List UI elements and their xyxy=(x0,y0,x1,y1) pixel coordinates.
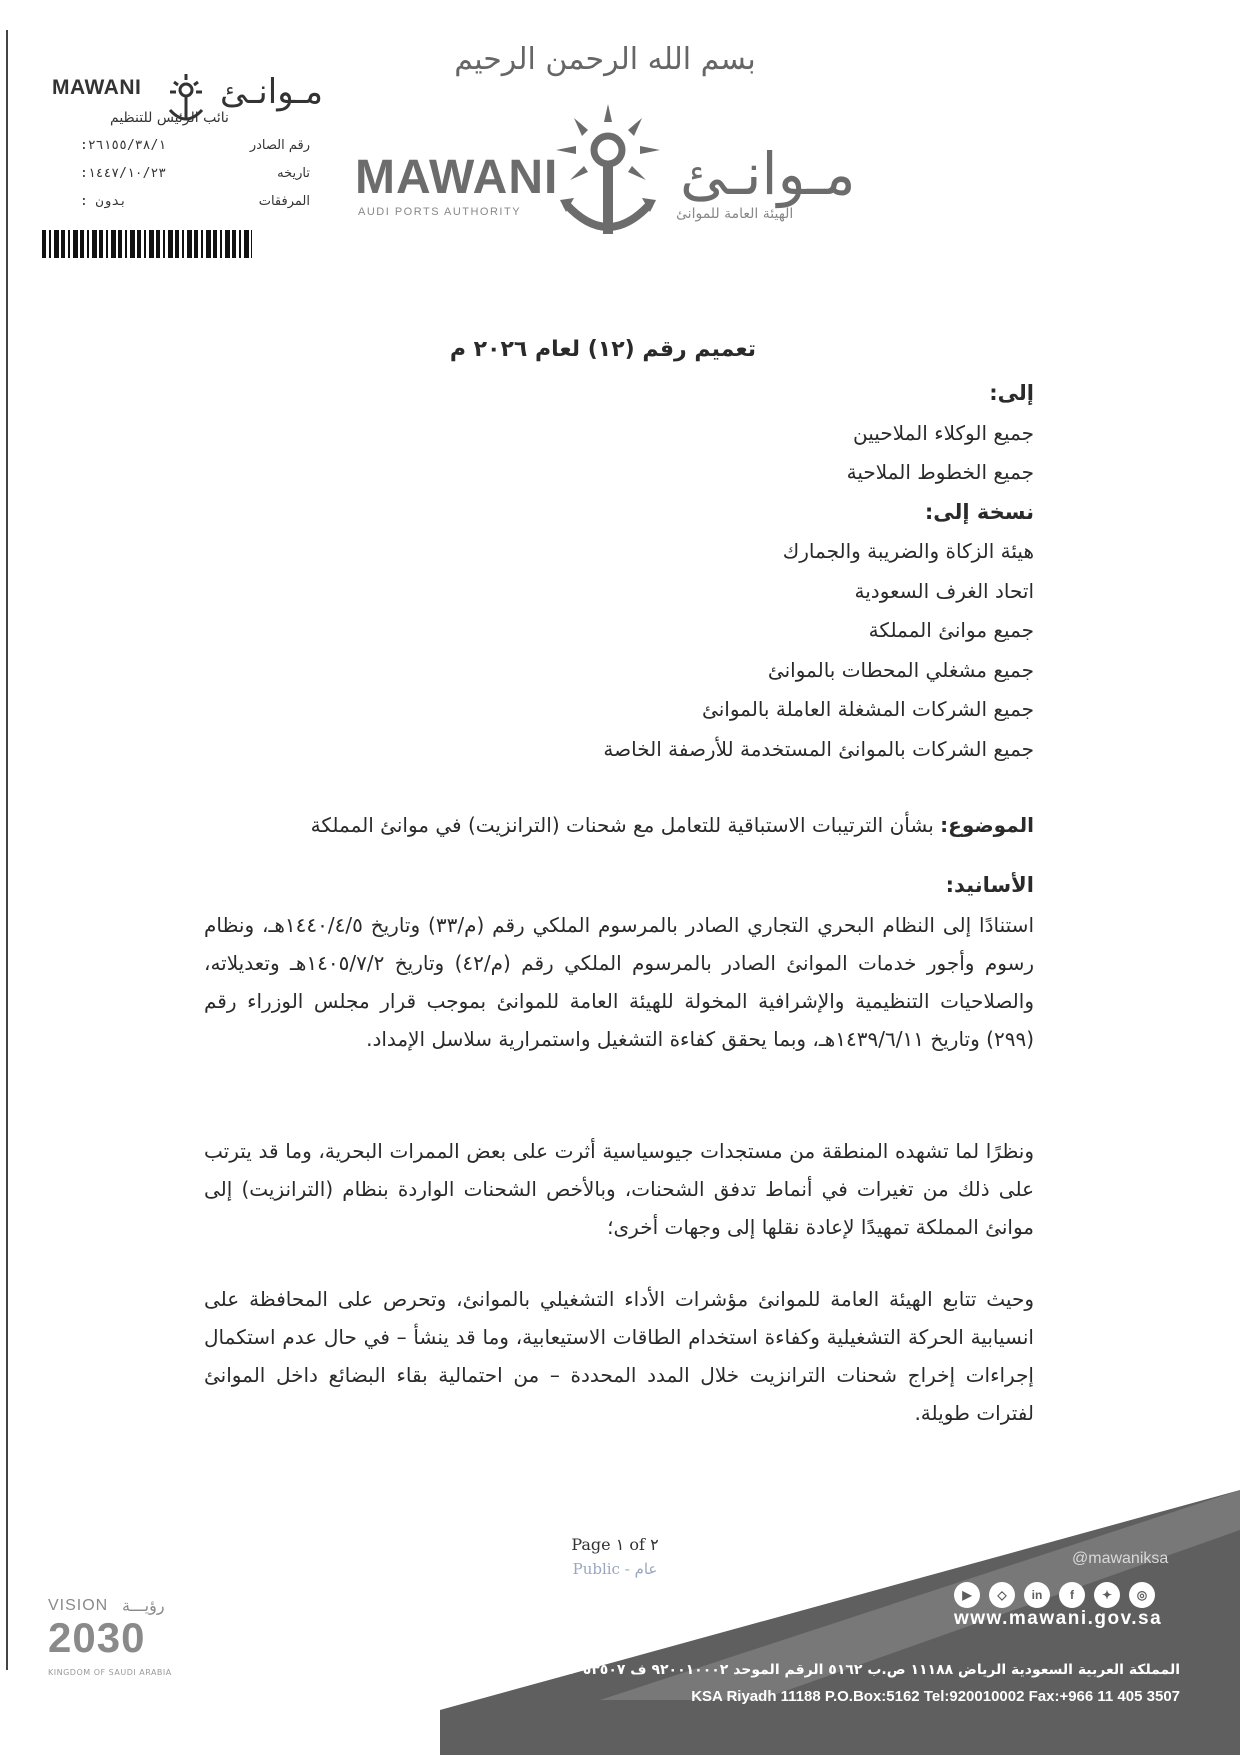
references-heading: الأسانيد: xyxy=(945,873,1034,897)
page-number: Page ١ of ٢ xyxy=(571,1535,659,1554)
recipients-block xyxy=(204,374,1034,769)
stamp-logo-en: MAWANI xyxy=(52,76,142,99)
instagram-icon[interactable]: ◎ xyxy=(1129,1582,1155,1608)
cc-item: جميع الشركات المشغلة العاملة بالموانئ xyxy=(702,697,1034,721)
stamp-row-date xyxy=(40,166,310,190)
cc-item: جميع الشركات بالموانئ المستخدمة للأرصفة الخاصة xyxy=(603,736,1034,761)
cc-item: جميع مشغلي المحطات بالموانئ xyxy=(767,657,1034,682)
cc-item: اتحاد الغرف السعودية xyxy=(854,578,1034,603)
snapchat-icon[interactable]: ◇ xyxy=(989,1582,1015,1608)
recipient-item: جميع الوكلاء الملاحيين xyxy=(853,420,1034,445)
twitter-icon[interactable]: ✦ xyxy=(1094,1582,1120,1608)
subject-line xyxy=(204,806,1034,846)
youtube-icon[interactable]: ▶ xyxy=(954,1582,980,1608)
vision-kingdom: KINGDOM OF SAUDI ARABIA xyxy=(48,1668,172,1677)
to-heading: إلى: xyxy=(989,381,1034,405)
address-ar: المملكة العربية السعودية الرياض ١١١٨٨ ص.ب ٥١٦٢ الرقم الموحد ٩٢٠٠١٠٠٠٢ ف ٩٦٦١١٤٠٥٣٥٠٧+ xyxy=(511,1662,1180,1678)
header-logo-ar: مـوانـئ xyxy=(680,140,856,208)
references-block xyxy=(204,866,1034,1058)
basmala: بسم الله الرحمن الرحيم xyxy=(454,42,756,77)
stamp-subtitle: نائب الرئيس للتنظيم xyxy=(110,110,229,126)
circular-title: تعميم رقم (١٢) لعام ٢٠٢٦ م xyxy=(449,337,756,362)
barcode xyxy=(42,230,252,258)
stamp-logo-ar: مـوانـئ xyxy=(220,72,323,112)
header-logo-ar-subtitle: الهيئة العامة للموانئ xyxy=(676,206,794,222)
subject-label: الموضوع: xyxy=(940,813,1034,837)
registry-stamp xyxy=(40,62,330,262)
address-en: KSA Riyadh 11188 P.O.Box:5162 Tel:920010002 Fax:+966 11 405 3507 xyxy=(691,1688,1180,1705)
website-link[interactable]: www.mawani.gov.sa xyxy=(954,1608,1163,1629)
page-edge-line xyxy=(6,30,8,1670)
vision-label: VISION xyxy=(48,1597,109,1614)
vision-2030-logo: 2030 xyxy=(48,1614,146,1661)
classification: Public - عام xyxy=(572,1560,658,1578)
paragraph: استنادًا إلى النظام البحري التجاري الصادر بالمرسوم الملكي رقم (م/٣٣) وتاريخ ١٤٤٠/٤/٥هـ، ونظام رسوم وأجور خدمات الموانئ الصادر بالمرسوم الملكي رقم (م/٤٢) وتاريخ ١٤٠٥/٧/٢هـ وتعديلاته، والصلاحيات التنظيمية والإشرافية المخولة للهيئة العامة للموانئ بموجب قرار مجلس الوزراء رقم (٢٩٩) وتاريخ ١٤٣٩/٦/١١هـ، وبما يحقق كفاءة التشغيل واستمرارية سلاسل الإمداد. xyxy=(204,912,1034,1051)
social-handle: @mawaniksa xyxy=(1072,1550,1169,1567)
subject-text: بشأن الترتيبات الاستباقية للتعامل مع شحنات (الترانزيت) في موانئ المملكة xyxy=(310,813,934,837)
stamp-value: :١٤٤٧/١٠/٢٣ xyxy=(80,166,167,181)
stamp-label: تاريخه xyxy=(277,166,310,181)
cc-item: هيئة الزكاة والضريبة والجمارك xyxy=(782,539,1034,563)
cc-item: جميع موانئ المملكة xyxy=(868,618,1034,642)
header-logo-en: MAWANI xyxy=(355,151,559,204)
vision-label-ar: رؤيـــة xyxy=(122,1596,165,1615)
anchor-logo-icon xyxy=(552,100,664,245)
stamp-value: :٢٦١٥٥/٣٨/١ xyxy=(80,138,167,153)
stamp-label: رقم الصادر xyxy=(249,138,310,153)
stamp-row-attachments xyxy=(40,194,310,218)
recipient-item: جميع الخطوط الملاحية xyxy=(846,460,1034,484)
paragraph: وحيث تتابع الهيئة العامة للموانئ مؤشرات الأداء التشغيلي بالموانئ، وتحرص على المحافظة على انسيابية الحركة التشغيلية وكفاءة استخدام الطاقات الاستيعابية، وما قد ينشأ – في حال عدم استكمال إجراءات إخراج شحنات الترانزيت خلال المدد المحددة – من احتمالية بقاء البضائع داخل الموانئ لفترات طويلة. xyxy=(204,1287,1034,1425)
paragraph: ونظرًا لما تشهده المنطقة من مستجدات جيوسياسية أثرت على بعض الممرات البحرية، وما قد يترتب على ذلك من تغيرات في أنماط تدفق الشحنات، وبالأخص الشحنات الواردة بنظام (الترانزيت) إلى موانئ المملكة تمهيدًا لإعادة نقلها إلى وجهات أخرى؛ xyxy=(204,1139,1034,1239)
linkedin-icon[interactable]: in xyxy=(1024,1582,1050,1608)
header-logo-en-subtitle: AUDI PORTS AUTHORITY xyxy=(358,206,522,218)
facebook-icon[interactable]: f xyxy=(1059,1582,1085,1608)
stamp-row-number xyxy=(40,138,310,162)
stamp-value: : بدون xyxy=(80,194,127,209)
stamp-label: المرفقات xyxy=(258,194,310,209)
cc-heading: نسخة إلى: xyxy=(924,499,1034,524)
